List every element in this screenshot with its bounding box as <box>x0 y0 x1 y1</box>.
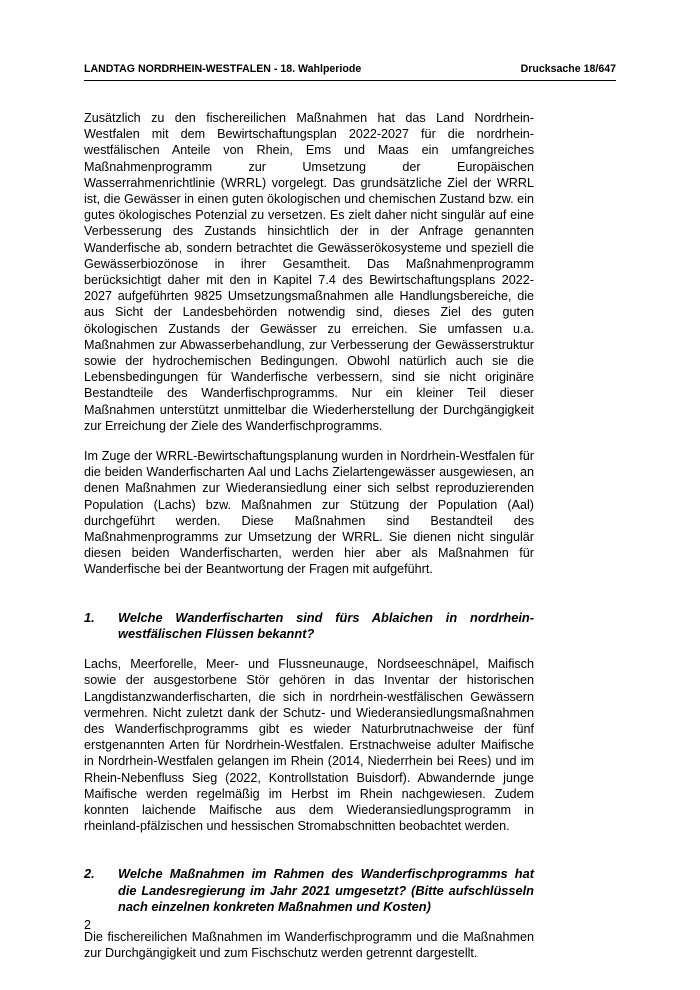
paragraph-target-species: Im Zuge der WRRL-Bewirtschaftungsplanung wurden in Nordrhein-Westfalen für die beiden Wanderfischarten Aal und Lachs Zielartengewässer ausgewiesen, an denen Maßnahmen zur Wiederansiedlung einer sich selbst reproduzierenden Population (Lachs) bzw. Maßnahmen zur Stützung der Population (Aal) durchgeführt werden. Diese Maßnahmen sind Bestandteil des Maßnahmenprogramms zur Umsetzung der WRRL. Sie dienen nicht singulär diesen beiden Wanderfischarten, werden hier aber als Maßnahmen für Wanderfische bei der Beantwortung der Fragen mit aufgeführt. <box>84 449 534 577</box>
question-1-number: 1. <box>84 609 95 625</box>
question-2-number: 2. <box>84 866 95 882</box>
header-title: LANDTAG NORDRHEIN-WESTFALEN - 18. Wahlperiode <box>84 63 362 75</box>
question-2 <box>84 866 534 915</box>
document-body <box>84 110 534 975</box>
header-document-number: Drucksache 18/647 <box>520 63 616 75</box>
question-1-text: Welche Wanderfischarten sind fürs Ablaichen in nordrhein-westfälischen Flüssen bekannt? <box>118 609 534 641</box>
page-header <box>84 62 616 81</box>
question-2-text: Welche Maßnahmen im Rahmen des Wanderfischprogramms hat die Landesregierung im Jahr 2021 umgesetzt? (Bitte aufschlüsseln nach einzelnen konkreten Maßnahmen und Kosten) <box>118 866 534 914</box>
answer-2-paragraph: Die fischereilichen Maßnahmen im Wanderfischprogramm und die Maßnahmen zur Durchgängigkeit und zum Fischschutz werden getrennt dargestellt. <box>84 929 534 961</box>
answer-1-paragraph: Lachs, Meerforelle, Meer- und Flussneunauge, Nordseeschnäpel, Maifisch sowie der ausgestorbene Stör gehören in das Inventar der historischen Langdistanzwanderfischarten, die sich in nordrhein-westfälischen Gewässern vermehren. Nicht zuletzt dank der Schutz- und Wiederansiedlungsmaßnahmen des Wanderfischprogramms gibt es wieder Naturbrutnachweise der fünf erstgenannten Arten für Nordrhein-Westfalen. Erstnachweise adulter Maifische in Nordrhein-Westfalen gelangen im Rhein (2014, Niederrhein bei Rees) und im Rhein-Nebenfluss Sieg (2022, Kontrollstation Buisdorf). Abwandernde junge Maifische werden regelmäßig im Herbst im Rhein nachgewiesen. Zudem konnten laichende Maifische aus dem Wiederansiedlungsprogramm in rheinland-pfälzischen und hessischen Stromabschnitten beobachtet werden. <box>84 657 534 834</box>
paragraph-wrrl-measures: Zusätzlich zu den fischereilichen Maßnahmen hat das Land Nordrhein-Westfalen mit dem Bewirtschaftungsplan 2022-2027 für die nordrhein-westfälischen Anteile von Rhein, Ems und Maas ein umfangreiches Maßnahmenprogramm zur Umsetzung der Europäischen Wasserrahmenrichtlinie (WRRL) vorgelegt. Das grundsätzliche Ziel der WRRL ist, die Gewässer in einen guten ökologischen und chemischen Zustand bzw. ein gutes ökologisches Potenzial zu versetzen. Es zielt daher nicht singulär auf eine Verbesserung des Zustands hinsichtlich der in der Anfrage genannten Wanderfische ab, sondern betrachtet die Gewässerökosysteme und speziell die Gewässerbiozönose in ihrer Gesamtheit. Das Maßnahmenprogramm berücksichtigt daher mit den in Kapitel 7.4 des Bewirtschaftungsplans 2022-2027 aufgeführten 9825 Umsetzungsmaßnahmen alle Handlungsbereiche, die aus Sicht der Landesbehörden notwendig sind, dieses Ziel des guten ökologischen Zustands der Gewässer zu erreichen. Sie umfassen u.a. Maßnahmen zur Abwasserbehandlung, zur Verbesserung der Gewässerstruktur sowie der hydrochemischen Bedingungen. Obwohl natürlich auch sie die Lebensbedingungen für Wanderfische verbessern, sind sie nicht originäre Bestandteile des Wanderfischprogramms. Nur ein kleiner Teil dieser Maßnahmen unterstützt unmittelbar die Wiederherstellung der Durchgängigkeit zur Erreichung der Ziele des Wanderfischprogramms. <box>84 111 534 433</box>
page-number: 2 <box>84 918 92 932</box>
question-1 <box>84 610 534 642</box>
